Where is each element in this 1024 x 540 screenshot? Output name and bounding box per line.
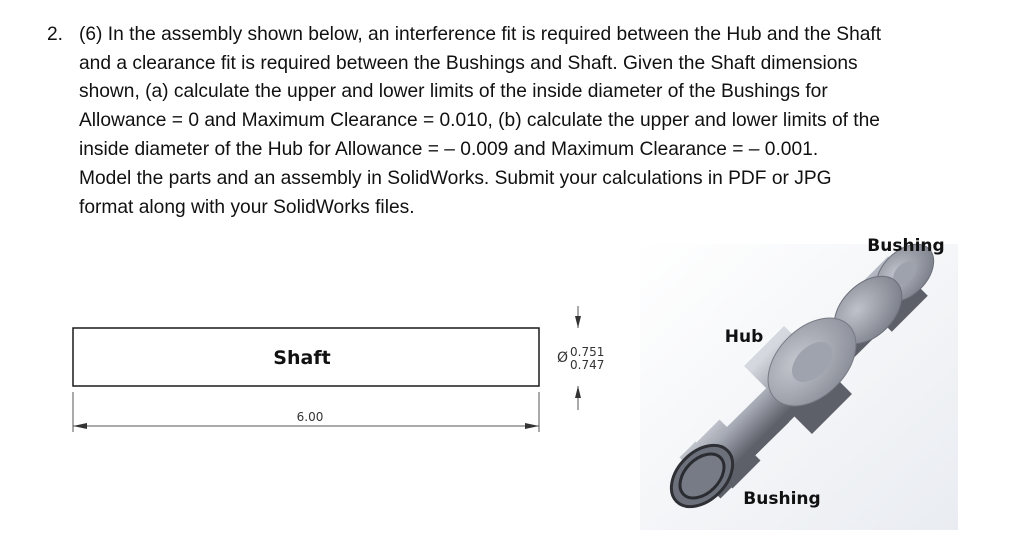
- diameter-symbol: Ø: [557, 350, 569, 366]
- problem-number: 2.: [47, 24, 64, 45]
- problem-line-1: (6) In the assembly shown below, an interference fit is required between the Hub and the Shaft: [79, 24, 882, 45]
- problem-line-5: inside diameter of the Hub for Allowance = – 0.009 and Maximum Clearance = – 0.001.: [79, 139, 819, 160]
- length-dimension-value: 6.00: [296, 410, 324, 424]
- problem-line-4: Allowance = 0 and Maximum Clearance = 0.010, (b) calculate the upper and lower limits of the: [79, 110, 880, 131]
- problem-line-3: shown, (a) calculate the upper and lower limits of the inside diameter of the Bushings for: [79, 81, 828, 102]
- hub-label: Hub: [724, 327, 764, 347]
- shaft-label: Shaft: [273, 347, 331, 369]
- bottom-bushing-label: Bushing: [743, 489, 821, 509]
- top-bushing-label: Bushing: [867, 236, 945, 256]
- problem-line-7: format along with your SolidWorks files.: [79, 197, 415, 218]
- assembly-render: [640, 233, 958, 530]
- problem-line-2: and a clearance fit is required between the Bushings and Shaft. Given the Shaft dimensions: [79, 53, 858, 74]
- diameter-lower-limit: 0.747: [570, 358, 605, 372]
- shaft-drawing: [73, 306, 604, 432]
- length-arrow-left: [73, 423, 87, 429]
- diameter-arrow-bottom: [575, 386, 581, 398]
- length-arrow-right: [525, 423, 539, 429]
- diameter-upper-limit: 0.751: [570, 345, 605, 359]
- problem-line-6: Model the parts and an assembly in SolidWorks. Submit your calculations in PDF or JPG: [79, 168, 832, 189]
- diameter-arrow-top: [575, 316, 581, 328]
